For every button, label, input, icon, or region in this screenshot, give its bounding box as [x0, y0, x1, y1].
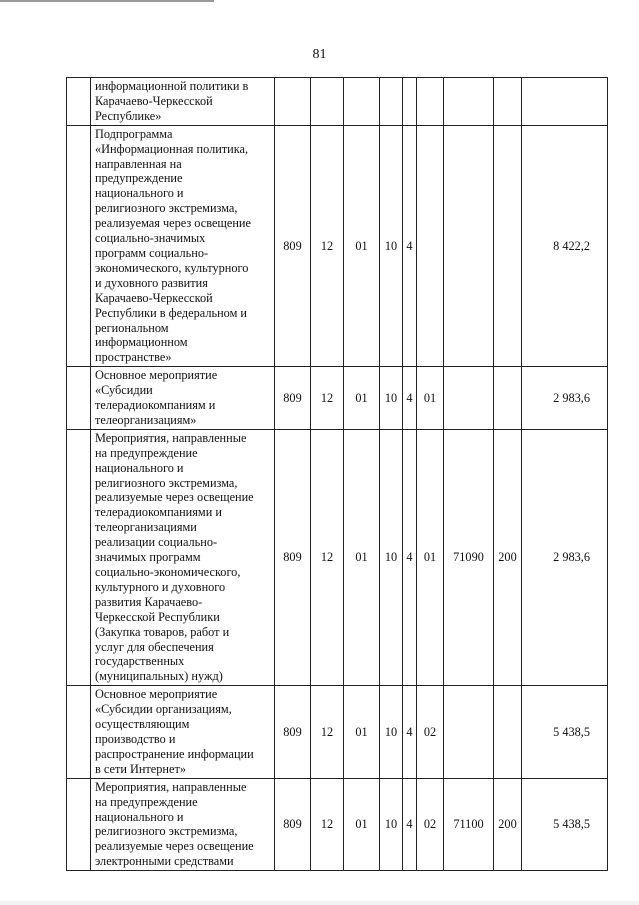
row-number-cell: [67, 429, 91, 685]
expense-type-cell: [494, 686, 522, 778]
subsection-cell: 01: [344, 686, 380, 778]
expense-direction-cell: 71100: [444, 778, 494, 870]
program-cell: 10: [380, 367, 403, 430]
section-cell: 12: [311, 778, 344, 870]
dept-code-cell: 809: [275, 778, 311, 870]
measure-cell: 01: [417, 367, 444, 430]
table-row: [67, 367, 608, 430]
table-row: [67, 778, 608, 870]
table-row: [67, 429, 608, 685]
expense-direction-cell: [444, 125, 494, 367]
section-cell: 12: [311, 367, 344, 430]
subsection-cell: [344, 78, 380, 126]
table-row: [67, 125, 608, 367]
amount-cell: 2 983,6: [522, 367, 608, 430]
expense-type-cell: 200: [494, 778, 522, 870]
row-number-cell: [67, 686, 91, 778]
program-cell: 10: [380, 686, 403, 778]
amount-cell: 5 438,5: [522, 778, 608, 870]
item-name-cell: Мероприятия, направленные на предупреждение национального и религиозного экстремизма, реализуемые через освещение электронными средствами: [91, 778, 275, 870]
item-name-cell: Основное мероприятие «Субсидии организациям, осуществляющим производство и распространение информации в сети Интернет»: [91, 686, 275, 778]
subprogram-cell: 4: [403, 778, 417, 870]
expense-type-cell: 200: [494, 429, 522, 685]
program-cell: 10: [380, 778, 403, 870]
row-number-cell: [67, 367, 91, 430]
expense-direction-cell: [444, 367, 494, 430]
table-row: [67, 78, 608, 126]
expense-direction-cell: 71090: [444, 429, 494, 685]
amount-cell: 8 422,2: [522, 125, 608, 367]
dept-code-cell: 809: [275, 125, 311, 367]
dept-code-cell: [275, 78, 311, 126]
item-name-cell: Основное мероприятие «Субсидии телерадиокомпаниям и телеорганизациям»: [91, 367, 275, 430]
amount-cell: 2 983,6: [522, 429, 608, 685]
subprogram-cell: [403, 78, 417, 126]
item-name-cell: Мероприятия, направленные на предупреждение национального и религиозного экстремизма, реализуемые через освещение телерадиокомпаниями и телеорганизациями реализации социально- значимых программ социально-экономического, культурного и духовного развития Карачаево- Черкесской Республики (Закупка товаров, работ и услуг для обеспечения государственных (муниципальных) нужд): [91, 429, 275, 685]
page-bottom-edge: [0, 901, 639, 905]
section-cell: 12: [311, 125, 344, 367]
item-name-cell: Подпрограмма «Информационная политика, направленная на предупреждение национального и религиозного экстремизма, реализуемая через освещение социально-значимых программ социально- экономического, культурного и духовного развития Карачаево-Черкесской Республики в федеральном и региональном информационном пространстве»: [91, 125, 275, 367]
measure-cell: [417, 78, 444, 126]
row-number-cell: [67, 778, 91, 870]
section-cell: 12: [311, 686, 344, 778]
expense-type-cell: [494, 78, 522, 126]
program-cell: 10: [380, 429, 403, 685]
amount-cell: [522, 78, 608, 126]
table-row: [67, 686, 608, 778]
expense-direction-cell: [444, 686, 494, 778]
budget-table: [66, 77, 608, 871]
dept-code-cell: 809: [275, 429, 311, 685]
subsection-cell: 01: [344, 429, 380, 685]
item-name-cell: информационной политики в Карачаево-Черкесской Республике»: [91, 78, 275, 126]
row-number-cell: [67, 125, 91, 367]
section-cell: 12: [311, 429, 344, 685]
subsection-cell: 01: [344, 778, 380, 870]
subsection-cell: 01: [344, 125, 380, 367]
subprogram-cell: 4: [403, 686, 417, 778]
dept-code-cell: 809: [275, 686, 311, 778]
subprogram-cell: 4: [403, 125, 417, 367]
subprogram-cell: 4: [403, 429, 417, 685]
program-cell: 10: [380, 125, 403, 367]
expense-direction-cell: [444, 78, 494, 126]
measure-cell: 02: [417, 778, 444, 870]
scan-edge-line: [0, 0, 214, 2]
measure-cell: 01: [417, 429, 444, 685]
measure-cell: [417, 125, 444, 367]
program-cell: [380, 78, 403, 126]
expense-type-cell: [494, 367, 522, 430]
dept-code-cell: 809: [275, 367, 311, 430]
subprogram-cell: 4: [403, 367, 417, 430]
expense-type-cell: [494, 125, 522, 367]
subsection-cell: 01: [344, 367, 380, 430]
page-number: 81: [312, 47, 327, 62]
row-number-cell: [67, 78, 91, 126]
section-cell: [311, 78, 344, 126]
measure-cell: 02: [417, 686, 444, 778]
amount-cell: 5 438,5: [522, 686, 608, 778]
